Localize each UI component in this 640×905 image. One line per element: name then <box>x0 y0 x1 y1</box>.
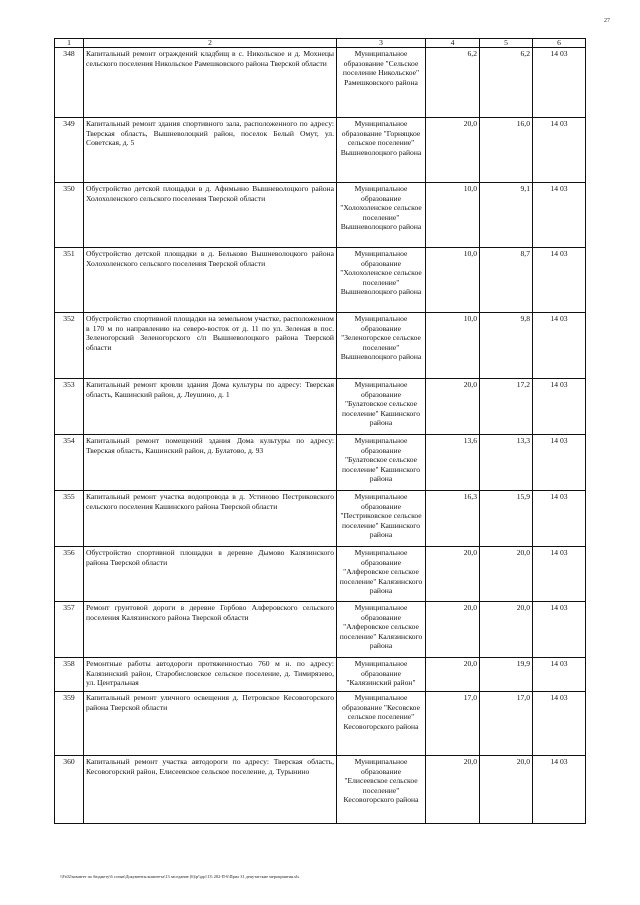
table-row <box>55 602 586 658</box>
budget-code: 14 03 <box>533 379 586 435</box>
budget-code: 14 03 <box>533 692 586 756</box>
header-row <box>55 39 586 48</box>
row-number: 350 <box>55 183 84 248</box>
table-row <box>55 658 586 692</box>
amount-actual: 15,9 <box>480 491 533 547</box>
budget-code: 14 03 <box>533 547 586 602</box>
page-number: 27 <box>604 18 610 24</box>
row-number: 355 <box>55 491 84 547</box>
municipality: Муниципальное образование "Зеленогорское сельское поселение" Вышневолоцкого района <box>337 313 426 379</box>
row-number: 356 <box>55 547 84 602</box>
row-number: 358 <box>55 658 84 692</box>
project-description: Обустройство детской площадки в д. Бельково Вышневолоцкого района Холохоленского сельского поселения Тверской области <box>84 248 337 313</box>
project-description: Обустройство детской площадки в д. Афимьино Вышневолоцкого района Холохоленского сельского поселения Тверской области <box>84 183 337 248</box>
budget-code: 14 03 <box>533 118 586 183</box>
amount-actual: 16,0 <box>480 118 533 183</box>
amount-planned: 20,0 <box>426 658 480 692</box>
budget-code: 14 03 <box>533 183 586 248</box>
row-number: 357 <box>55 602 84 658</box>
municipality: Муниципальное образование "Булатовское сельское поселение" Кашинского района <box>337 435 426 491</box>
budget-code: 14 03 <box>533 491 586 547</box>
row-number: 360 <box>55 756 84 824</box>
budget-code: 14 03 <box>533 248 586 313</box>
municipality: Муниципальное образование "Алферовское сельское поселение" Калязинского района <box>337 547 426 602</box>
table-row <box>55 48 586 118</box>
municipality: Муниципальное образование "Холохоленское сельское поселение" Вышневолоцкого района <box>337 248 426 313</box>
column-header: 4 <box>426 39 480 48</box>
budget-code: 14 03 <box>533 48 586 118</box>
amount-actual: 13,3 <box>480 435 533 491</box>
budget-code: 14 03 <box>533 313 586 379</box>
project-description: Обустройство спортивной площадки на земельном участке, расположенном в 170 м по направлению на северо-восток от д. 11 по ул. Зеленая в пос. Зеленогорский Зеленогорского с/п Вышневолоцкого района Тверской области <box>84 313 337 379</box>
row-number: 353 <box>55 379 84 435</box>
municipality: Муниципальное образование "Кесовское сельское поселение" Кесовогорского района <box>337 692 426 756</box>
table-row <box>55 379 586 435</box>
table-row <box>55 491 586 547</box>
amount-planned: 20,0 <box>426 118 480 183</box>
projects-table <box>54 38 586 824</box>
row-number: 354 <box>55 435 84 491</box>
amount-actual: 9,1 <box>480 183 533 248</box>
amount-actual: 17,2 <box>480 379 533 435</box>
budget-code: 14 03 <box>533 756 586 824</box>
amount-planned: 16,3 <box>426 491 480 547</box>
budget-code: 14 03 <box>533 435 586 491</box>
amount-actual: 17,0 <box>480 692 533 756</box>
project-description: Капитальный ремонт ограждений кладбищ в с. Никольское и д. Мохнецы сельского поселения Никольское Рамешковского района Тверской области <box>84 48 337 118</box>
table-row <box>55 756 586 824</box>
budget-code: 14 03 <box>533 658 586 692</box>
municipality: Муниципальное образование "Пестриковское сельское поселение" Кашинского района <box>337 491 426 547</box>
project-description: Капитальный ремонт уличного освещения д. Петровское Кесовогорского района Тверской области <box>84 692 337 756</box>
municipality: Муниципальное образование "Булатовское сельское поселение" Кашинского района <box>337 379 426 435</box>
project-description: Капитальный ремонт здания спортивного зала, расположенного по адресу: Тверская область, Вышневолоцкий район, поселок Белый Омут, ул. Советская, д. 5 <box>84 118 337 183</box>
amount-planned: 10,0 <box>426 313 480 379</box>
column-header: 2 <box>84 39 337 48</box>
amount-planned: 20,0 <box>426 379 480 435</box>
row-number: 349 <box>55 118 84 183</box>
column-header: 5 <box>480 39 533 48</box>
table-row <box>55 692 586 756</box>
project-description: Обустройство спортивной площадки в деревне Дымово Калязинского района Тверской области <box>84 547 337 602</box>
municipality: Муниципальное образование "Елисеевское сельское поселение" Кесовогорского района <box>337 756 426 824</box>
amount-actual: 20,0 <box>480 602 533 658</box>
budget-code: 14 03 <box>533 602 586 658</box>
amount-actual: 20,0 <box>480 547 533 602</box>
row-number: 352 <box>55 313 84 379</box>
project-description: Капитальный ремонт помещений здания Дома культуры по адресу: Тверская область, Кашинский район, д. Булатово, д. 93 <box>84 435 337 491</box>
amount-actual: 19,9 <box>480 658 533 692</box>
municipality: Муниципальное образование "Сельское поселение Никольское" Рамешковского района <box>337 48 426 118</box>
project-description: Ремонтные работы автодороги протяженностью 760 м н. по адресу: Калязинский район, Старобисловское сельское поселение, д. Тимирязево, ул. Центральная <box>84 658 337 692</box>
table-row <box>55 183 586 248</box>
municipality: Муниципальное образование "Горняцкое сельское поселение" Вышневолоцкого района <box>337 118 426 183</box>
amount-actual: 8,7 <box>480 248 533 313</box>
amount-planned: 20,0 <box>426 602 480 658</box>
table-row <box>55 313 586 379</box>
table-row <box>55 248 586 313</box>
municipality: Муниципальное образование "Калязинский район" <box>337 658 426 692</box>
amount-actual: 20,0 <box>480 756 533 824</box>
column-header: 3 <box>337 39 426 48</box>
column-header: 1 <box>55 39 84 48</box>
file-path-footer: \\Fs02\комитет по бюджету\6 созыв\Документы комитета\13 заседание (6)\p\\pp\\13\ 282-П-6\Прил 31 депутатские мероприятия.xls <box>60 874 300 879</box>
table-row <box>55 118 586 183</box>
amount-planned: 10,0 <box>426 248 480 313</box>
project-description: Ремонт грунтовой дороги в деревне Горбово Алферовского сельского поселения Калязинского района Тверской области <box>84 602 337 658</box>
row-number: 348 <box>55 48 84 118</box>
table-row <box>55 435 586 491</box>
project-description: Капитальный ремонт кровли здания Дома культуры по адресу: Тверская область, Кашинский район, д. Леушино, д. 1 <box>84 379 337 435</box>
column-header: 6 <box>533 39 586 48</box>
amount-actual: 6,2 <box>480 48 533 118</box>
amount-planned: 10,0 <box>426 183 480 248</box>
amount-planned: 6,2 <box>426 48 480 118</box>
row-number: 351 <box>55 248 84 313</box>
table-row <box>55 547 586 602</box>
amount-planned: 17,0 <box>426 692 480 756</box>
municipality: Муниципальное образование "Алферовское сельское поселение" Калязинского района <box>337 602 426 658</box>
amount-actual: 9,8 <box>480 313 533 379</box>
amount-planned: 13,6 <box>426 435 480 491</box>
amount-planned: 20,0 <box>426 547 480 602</box>
row-number: 359 <box>55 692 84 756</box>
amount-planned: 20,0 <box>426 756 480 824</box>
project-description: Капитальный ремонт участка автодороги по адресу: Тверская область, Кесовогорский район, Елисеевское сельское поселение, д. Турынино <box>84 756 337 824</box>
municipality: Муниципальное образование "Холохоленское сельское поселение" Вышневолоцкого района <box>337 183 426 248</box>
project-description: Капитальный ремонт участка водопровода в д. Устиново Пестриковского сельского поселения Кашинского района Тверской области <box>84 491 337 547</box>
